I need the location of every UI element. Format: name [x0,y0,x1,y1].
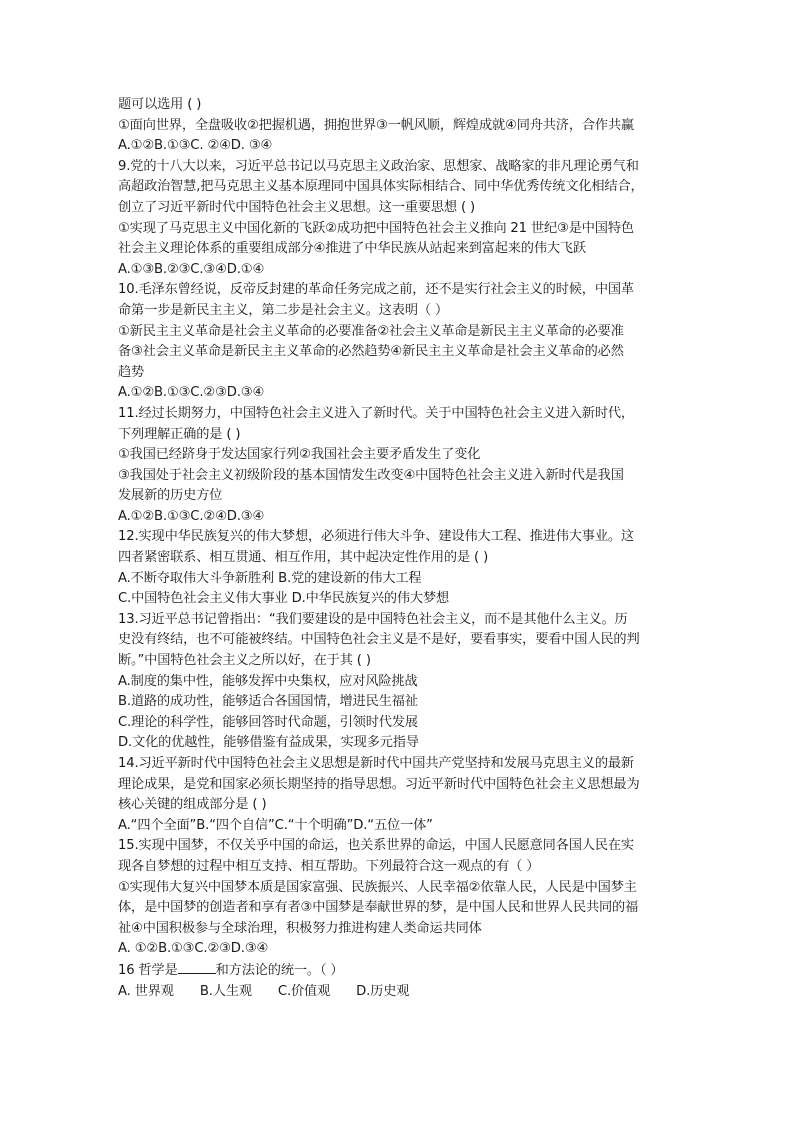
text-line: C.理论的科学性，能够回答时代命题，引领时代发展 [118,714,418,730]
text-line: A.制度的集中性，能够发挥中央集权，应对风险挑战 [118,673,418,689]
text-line: 趋势 [118,364,145,380]
text-line: 现各自梦想的过程中相互支持、相互帮助。下列最符合这一观点的有（ ） [118,858,540,874]
text-line: C.中国特色社会主义伟大事业 D.中华民族复兴的伟大梦想 [118,591,450,607]
text-line: A.“四个全面”B.“四个自信”C.“十个明确”D.“五位一体” [118,817,433,833]
text-line: A.①②B.①③C. ②④D. ③④ [118,138,273,154]
text-line: 四者紧密联系、相互贯通、相互作用，其中起决定性作用的是 ( ) [118,550,489,566]
text-line: A. ①②B.①③C.②③D.③④ [118,941,269,957]
option: D.历史观 [356,983,410,999]
question-16-stem [118,960,678,982]
text-line: 13.习近平总书记曾指出：“我们要建设的是中国特色社会主义，而不是其他什么主义。历 [118,611,628,627]
text-line: 9.党的十八大以来，习近平总书记以马克思主义政治家、思想家、战略家的非凡理论勇气和 [118,158,639,174]
text-line: 命第一步是新民主主义，第二步是社会主义。这表明（ ） [118,302,448,318]
text-line: A.①③B.②③C.③④D.①④ [118,261,265,277]
text-line: 史没有终结，也不可能被终结。中国特色社会主义是不是好，要看事实，要看中国人民的判 [118,632,640,648]
text-line: 祉④中国积极参与全球治理，积极努力推进构建人类命运共同体 [118,920,482,936]
text-line: ①实现伟大复兴中国梦本质是国家富强、民族振兴、人民幸福②依靠人民，人民是中国梦主 [118,879,637,895]
stem-suffix: 和方法论的统一。（ ） [215,962,344,978]
text-line: A.不断夺取伟大斗争新胜利 B.党的建设新的伟大工程 [118,570,422,586]
text-line: 高超政治智慧,把马克思主义基本原理同中国具体实际相结合、同中华优秀传统文化相结合， [118,179,644,195]
text-line: B.道路的成功性，能够适合各国国情，增进民生福祉 [118,694,418,710]
text-line: 15.实现中国梦，不仅关乎中国的命运，也关系世界的命运，中国人民愿意同各国人民在实 [118,838,634,854]
text-line: 下列理解正确的是 ( ) [118,426,241,442]
option: B.人生观 [199,983,252,999]
text-line: 12.实现中华民族复兴的伟大梦想，必须进行伟大斗争、建设伟大工程、推进伟大事业。这 [118,529,634,545]
text-line: ①我国已经跻身于发达国家行列②我国社会主要矛盾发生了变化 [118,447,481,463]
text-line: 理论成果，是党和国家必须长期坚持的指导思想。习近平新时代中国特色社会主义思想最为 [118,776,640,792]
text-line: 创立了习近平新时代中国特色社会主义思想。这一重要思想 ( ) [118,199,476,215]
stem-prefix: 16 哲学是 [118,962,178,978]
text-line: 核心关键的组成部分是 ( ) [118,797,267,813]
text-line: A.①②B.①③C.②④D.③④ [118,508,265,524]
text-line: 发展新的历史方位 [118,488,223,504]
exam-page [118,95,678,1002]
text-line: 备③社会主义革命是新民主主义革命的必然趋势④新民主主义革命是社会主义革命的必然 [118,344,624,360]
text-line: A.①②B.①③C.②③D.③④ [118,385,265,401]
text-line: D.文化的优越性，能够借鉴有益成果，实现多元指导 [118,735,419,751]
text-line: ①实现了马克思主义中国化新的飞跃②成功把中国特色社会主义推向 21 世纪③是中国特色 [118,220,634,236]
text-line: 断。”中国特色社会主义之所以好，在于其 ( ) [118,653,371,669]
fill-blank [178,960,216,974]
question-16-options [118,982,678,1003]
text-line: ③我国处于社会主义初级阶段的基本国情发生改变④中国特色社会主义进入新时代是我国 [118,467,624,483]
text-line: 10.毛泽东曾经说，反帝反封建的革命任务完成之前，还不是实行社会主义的时候，中国革 [118,282,634,298]
text-line: 题可以选用 ( ) [118,97,202,112]
text-line: ①面向世界，全盘吸收②把握机遇，拥抱世界③一帆风顺，辉煌成就④同舟共济，合作共赢 [118,117,635,133]
text-line: 体，是中国梦的创造者和享有者③中国梦是奉献世界的梦，是中国人民和世界人民共同的福 [118,900,639,916]
text-line: 14.习近平新时代中国特色社会主义思想是新时代中国共产党坚持和发展马克思主义的最新 [118,756,634,771]
text-line: 社会主义理论体系的重要组成部分④推进了中华民族从站起来到富起来的伟大飞跃 [118,241,586,257]
text-line: 11.经过长期努力，中国特色社会主义进入了新时代。关于中国特色社会主义进入新时代， [118,405,634,421]
text-line: ①新民主主义革命是社会主义革命的必要准备②社会主义革命是新民主主义革命的必要准 [118,323,624,339]
option: C.价值观 [277,983,331,999]
option: A. 世界观 [118,983,174,999]
